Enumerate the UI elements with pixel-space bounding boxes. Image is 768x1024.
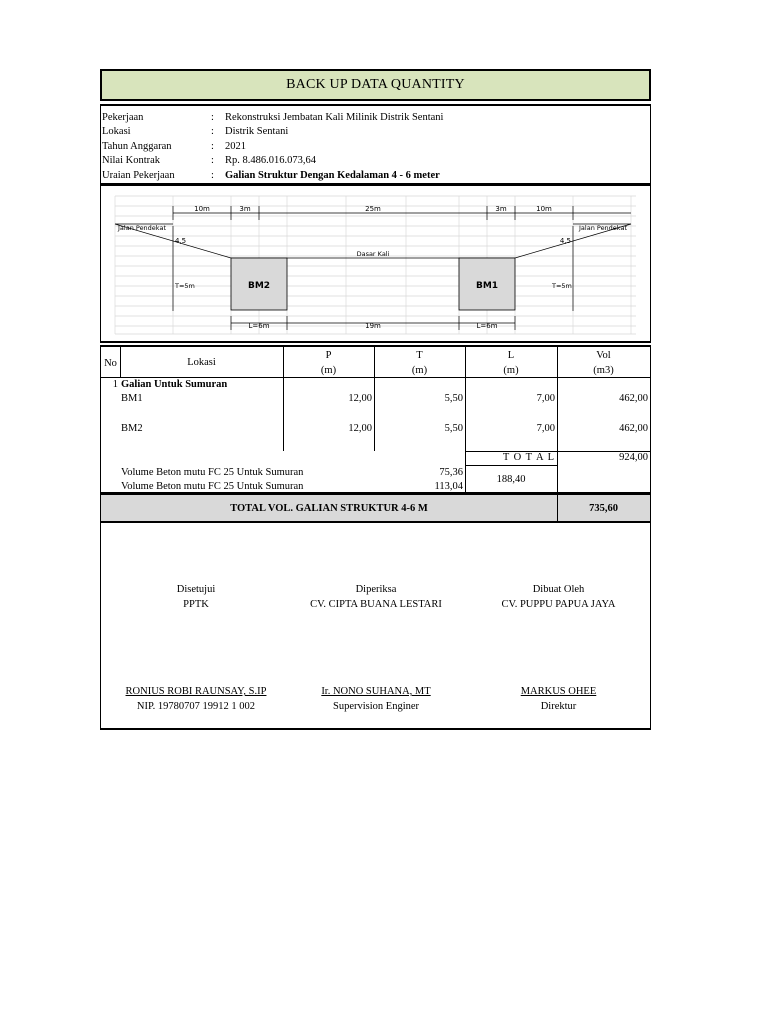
info-value: Distrik Sentani [225,126,289,137]
concrete-value: 113,04 [434,481,463,492]
col-header-p-unit: (m) [320,365,337,376]
table-cell-p: 12,00 [348,393,372,404]
info-label: Tahun Anggaran [102,141,172,152]
table-row-lokasi: BM1 [121,393,143,404]
foundation-label-bm1: BM1 [475,281,499,291]
info-label: Pekerjaan [102,112,144,123]
road-label-right: Jalan Pendekat [579,224,627,232]
sign-name: Ir. NONO SUHANA, MT [321,686,431,697]
total-value: 924,00 [619,452,648,463]
col-header-t-unit: (m) [411,365,428,376]
group-title: Galian Untuk Sumuran [121,379,228,390]
sign-role: Diperiksa [355,584,397,595]
info-value: Rekonstruksi Jembatan Kali Milinik Distrik Sentani [225,112,444,123]
road-label-left: Jalan Pendekat [118,224,166,232]
project-info [100,104,651,184]
table-cell-vol: 462,00 [619,423,648,434]
concrete-sum: 188,40 [496,474,526,485]
info-colon: : [211,126,214,137]
table-cell-l: 7,00 [536,423,555,434]
signature-section [100,523,651,730]
info-label: Uraian Pekerjaan [102,170,175,181]
col-header-vol-unit: (m3) [593,365,614,376]
info-value: 2021 [225,141,246,152]
col-header-vol: Vol [596,350,611,361]
total-label: T O T A L [502,452,555,463]
sign-title: NIP. 19780707 19912 1 002 [136,701,256,712]
table-cell-l: 7,00 [536,393,555,404]
info-label: Nilai Kontrak [102,155,161,166]
col-header-p: P [325,350,332,361]
bottom-dim-label: L=6m [248,322,270,330]
foundation-label-bm2: BM2 [247,281,271,291]
dim-label: 10m [194,205,210,213]
page-title: BACK UP DATA QUANTITY [286,77,465,92]
info-value: Rp. 8.486.016.073,64 [225,155,317,166]
sign-title: Supervision Enginer [332,701,420,712]
concrete-label: Volume Beton mutu FC 25 Untuk Sumuran [121,467,304,478]
table-cell-t: 5,50 [444,423,463,434]
height-label-left: 4,5 [175,237,187,245]
sign-org: CV. CIPTA BUANA LESTARI [310,599,442,610]
dim-label: 3m [239,205,251,213]
title-bar [100,69,651,101]
quantity-table [100,345,651,493]
info-colon: : [211,141,214,152]
sign-org: PPTK [183,599,209,610]
col-header-t: T [416,350,423,361]
table-cell-p: 12,00 [348,423,372,434]
drawing-canvas [101,186,650,341]
grand-total-label: TOTAL VOL. GALIAN STRUKTUR 4-6 M [230,503,428,514]
info-colon: : [211,155,214,166]
info-colon: : [211,112,214,123]
col-header-no: No [104,358,117,369]
table-cell-t: 5,50 [444,393,463,404]
table-row-lokasi: BM2 [121,423,143,434]
sign-org: CV. PUPPU PAPUA JAYA [501,599,616,610]
grand-total-value: 735,60 [589,503,618,514]
grand-total-row [100,493,651,523]
col-header-lokasi: Lokasi [187,357,216,368]
col-header-l-unit: (m) [503,365,519,376]
depth-label-right: T=5m [552,282,572,290]
col-header-l: L [507,350,515,361]
info-colon: : [211,170,214,181]
concrete-label: Volume Beton mutu FC 25 Untuk Sumuran [121,481,304,492]
riverbed-label: Dasar Kali [356,250,390,258]
sign-name: MARKUS OHEE [520,686,597,697]
bottom-dim-label: 19m [365,322,381,330]
grid-lines [115,196,636,334]
cross-section-drawing [100,184,651,343]
dim-label: 3m [495,205,507,213]
table-cell-vol: 462,00 [619,393,648,404]
sign-name: RONIUS ROBI RAUNSAY, S.IP [125,686,267,697]
depth-label-left: T=5m [175,282,195,290]
sign-role: Dibuat Oleh [532,584,585,595]
dim-label: 10m [536,205,552,213]
height-label-right: 4,5 [559,237,571,245]
info-value: Galian Struktur Dengan Kedalaman 4 - 6 meter [225,170,440,181]
sign-role: Disetujui [176,584,216,595]
sign-title: Direktur [540,701,577,712]
row-number: 1 [112,379,118,390]
bottom-dim-label: L=6m [476,322,498,330]
dim-label: 25m [365,205,381,213]
info-label: Lokasi [102,126,131,137]
concrete-value: 75,36 [439,467,463,478]
